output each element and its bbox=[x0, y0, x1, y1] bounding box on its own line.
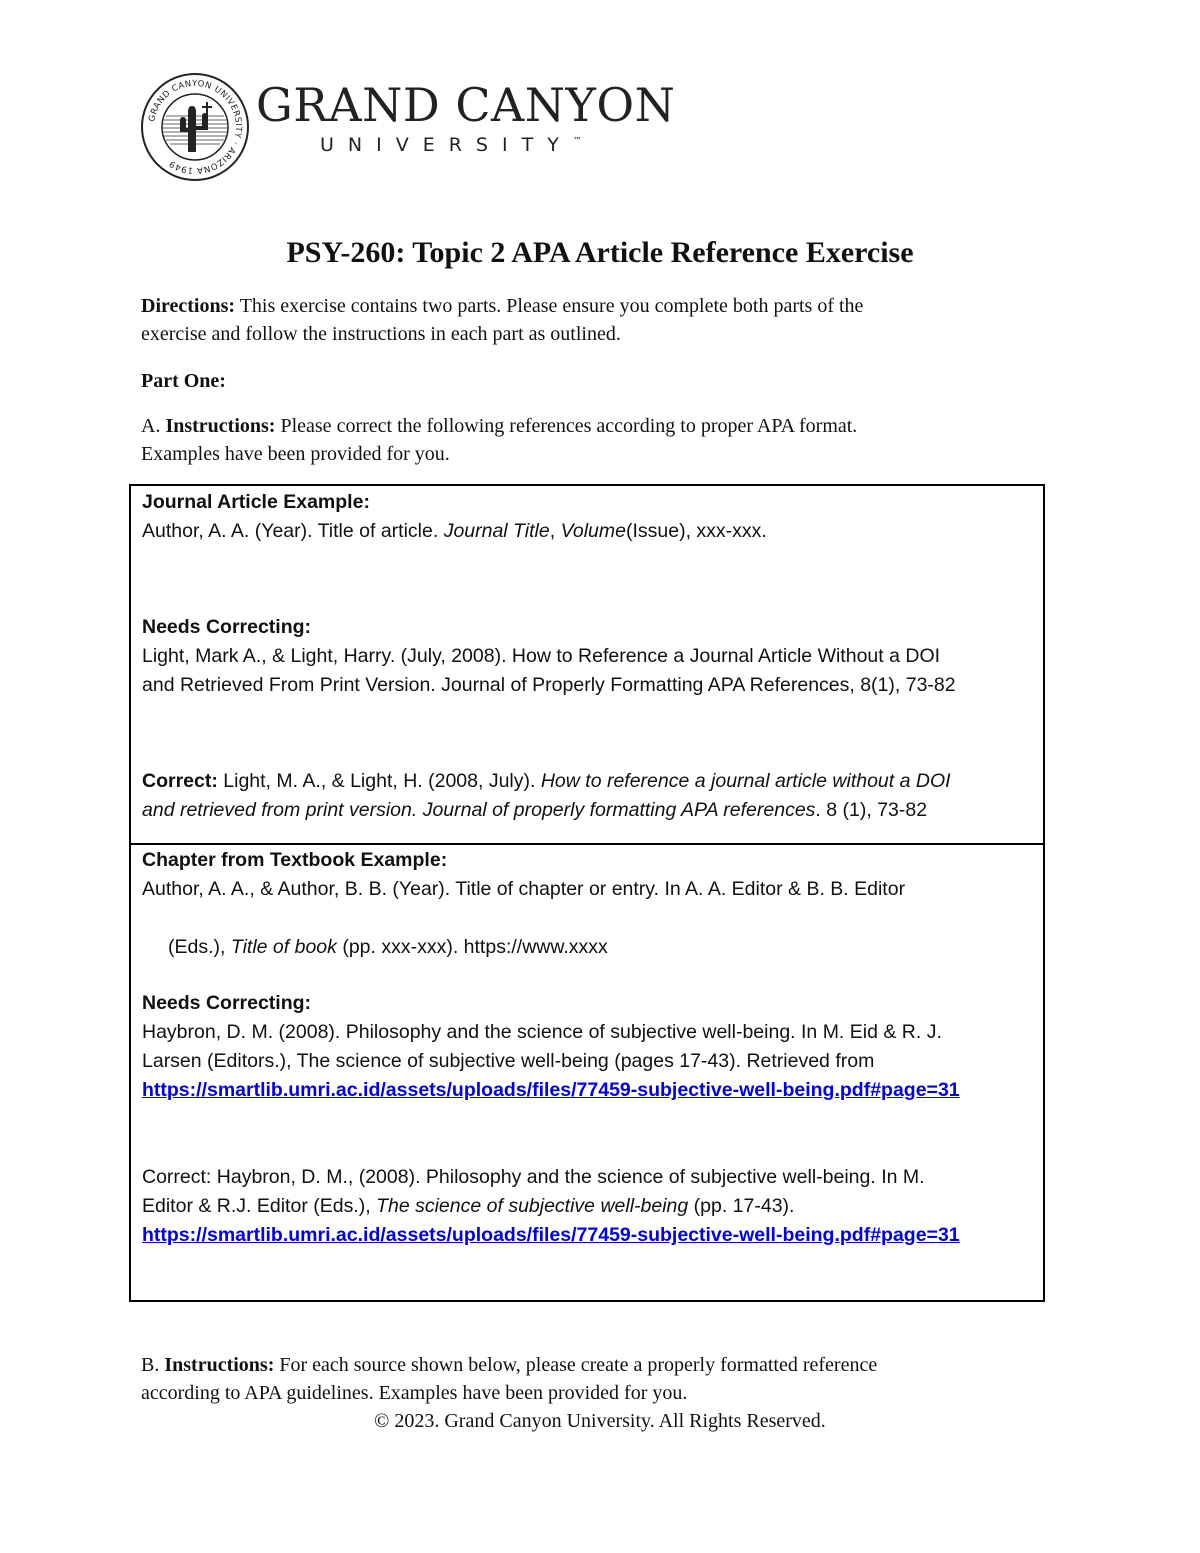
chapter-example-label: Chapter from Textbook Example: bbox=[142, 849, 448, 871]
chapter-example-line1: Author, A. A., & Author, B. B. (Year). Title of chapter or entry. In A. A. Editor & B. B. Editor bbox=[142, 878, 906, 900]
table-row-divider bbox=[131, 843, 1043, 845]
chapter-correct-url-line bbox=[142, 1221, 1037, 1250]
reference-table bbox=[129, 484, 1045, 1302]
journal-correct-line2: and retrieved from print version. Journal of properly formatting APA references. 8 (1), 73-82 bbox=[142, 799, 928, 821]
chapter-needs-line1: Haybron, D. M. (2008). Philosophy and the science of subjective well-being. In M. Eid & R. J. bbox=[142, 1021, 942, 1043]
chapter-correct-line2: Editor & R.J. Editor (Eds.), The science of subjective well-being (pp. 17-43). bbox=[142, 1195, 795, 1217]
chapter-correct-url-link[interactable]: https://smartlib.umri.ac.id/assets/uploads/files/77459-subjective-well-being.pdf#page=31 bbox=[142, 1224, 960, 1246]
copyright-footer: © 2023. Grand Canyon University. All Rights Reserved. bbox=[374, 1410, 826, 1432]
journal-example-label: Journal Article Example: bbox=[142, 491, 370, 513]
university-logo bbox=[140, 72, 676, 182]
directions-paragraph: Directions: This exercise contains two parts. Please ensure you complete both parts of the exercise and follow the instructions in each part as outlined. bbox=[141, 295, 864, 345]
chapter-needs-line2: Larsen (Editors.), The science of subjective well-being (pages 17-43). Retrieved from bbox=[142, 1050, 875, 1072]
instructions-b-paragraph: B. Instructions: For each source shown below, please create a properly formatted reference according to APA guidelines. Examples have been provided for you. bbox=[141, 1354, 878, 1404]
chapter-needs-url-link[interactable]: https://smartlib.umri.ac.id/assets/uploads/files/77459-subjective-well-being.pdf#page=31 bbox=[142, 1079, 960, 1101]
journal-needs-label: Needs Correcting: bbox=[142, 616, 312, 638]
chapter-example-line2: (Eds.), Title of book (pp. xxx-xxx). https://www.xxxx bbox=[168, 936, 608, 958]
brand-name: GRAND CANYON bbox=[256, 78, 676, 132]
journal-needs-line2: and Retrieved From Print Version. Journal of Properly Formatting APA References, 8(1), 73-82 bbox=[142, 674, 956, 696]
instructions-a-paragraph: A. Instructions: Please correct the following references according to proper APA format. Examples have been provided for you. bbox=[141, 415, 858, 465]
journal-example-text: Author, A. A. (Year). Title of article. Journal Title, Volume(Issue), xxx-xxx. bbox=[142, 520, 767, 542]
part-one-heading: Part One: bbox=[141, 370, 226, 392]
chapter-correct-line1: Correct: Haybron, D. M., (2008). Philosophy and the science of subjective well-being. In M. bbox=[142, 1166, 925, 1188]
svg-text:GRAND CANYON UNIVERSITY · ARIZ: GRAND CANYON UNIVERSITY · ARIZONA 1949 bbox=[147, 78, 244, 176]
page-title: PSY-260: Topic 2 APA Article Reference Exercise bbox=[286, 236, 914, 269]
chapter-needs-url-line bbox=[142, 1076, 1037, 1105]
brand-subtitle: UNIVERSITY™ bbox=[320, 134, 582, 156]
chapter-needs-label: Needs Correcting: bbox=[142, 992, 312, 1014]
journal-correct-line1: Correct: Light, M. A., & Light, H. (2008, July). How to reference a journal article without a DOI bbox=[142, 770, 951, 792]
university-seal-icon bbox=[140, 72, 250, 182]
journal-needs-line1: Light, Mark A., & Light, Harry. (July, 2008). How to Reference a Journal Article Without a DOI bbox=[142, 645, 941, 667]
